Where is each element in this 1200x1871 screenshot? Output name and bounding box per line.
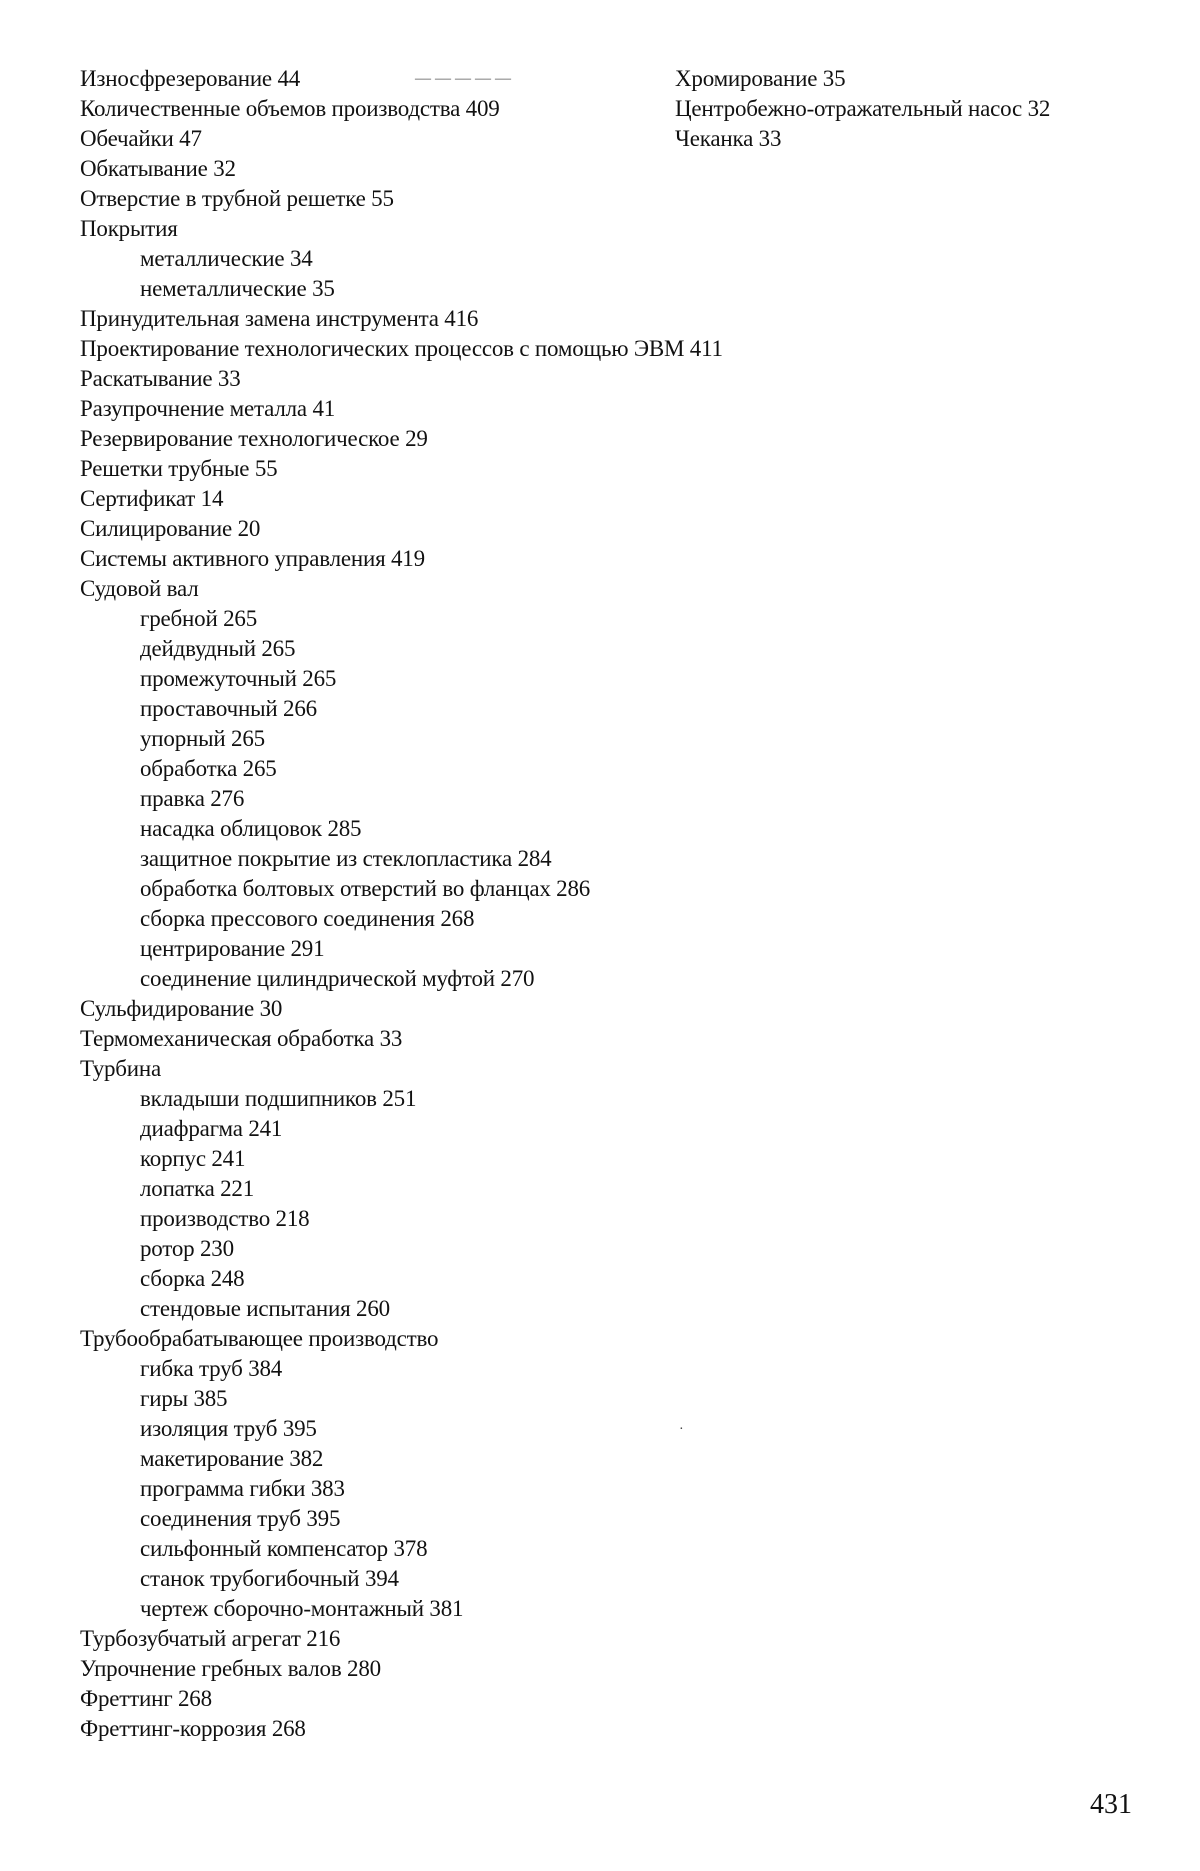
- index-subentry: гибка труб 384: [140, 1356, 283, 1381]
- index-subentry: обработка 265: [140, 756, 277, 781]
- index-subentry: металлические 34: [140, 246, 313, 271]
- index-entry: Центробежно-отражательный насос 32: [675, 96, 1051, 121]
- page-number: 431: [1090, 1789, 1132, 1820]
- index-entry: Проектирование технологических процессов с помощью ЭВМ 411: [80, 336, 723, 361]
- index-entry: Турбозубчатый агрегат 216: [80, 1626, 341, 1651]
- index-subentry: производство 218: [140, 1206, 310, 1231]
- index-subentry: стендовые испытания 260: [140, 1296, 390, 1321]
- index-subentry: центрирование 291: [140, 936, 325, 961]
- index-subentry: изоляция труб 395: [140, 1416, 317, 1441]
- index-entry: Хромирование 35: [675, 66, 846, 91]
- index-subentry: гиры 385: [140, 1386, 228, 1411]
- index-subentry: сильфонный компенсатор 378: [140, 1536, 428, 1561]
- index-entry: Фреттинг-коррозия 268: [80, 1716, 306, 1741]
- index-entry: Термомеханическая обработка 33: [80, 1026, 403, 1051]
- index-subentry: неметаллические 35: [140, 276, 335, 301]
- index-entry: Износфрезерование 44: [80, 66, 301, 91]
- index-subentry: макетирование 382: [140, 1446, 324, 1471]
- index-subentry: лопатка 221: [140, 1176, 255, 1201]
- index-entry: Чеканка 33: [675, 126, 782, 151]
- index-subentry: защитное покрытие из стеклопластика 284: [140, 846, 552, 871]
- index-subentry: чертеж сборочно-монтажный 381: [140, 1596, 464, 1621]
- index-entry: Покрытия: [80, 216, 178, 241]
- index-entry: Обечайки 47: [80, 126, 202, 151]
- index-entry: Решетки трубные 55: [80, 456, 278, 481]
- index-subentry: промежуточный 265: [140, 666, 337, 691]
- index-subentry: сборка прессового соединения 268: [140, 906, 475, 931]
- index-subentry: обработка болтовых отверстий во фланцах 286: [140, 876, 591, 901]
- index-entry: Фреттинг 268: [80, 1686, 212, 1711]
- stray-dot: ·: [679, 1422, 684, 1437]
- index-subentry: правка 276: [140, 786, 245, 811]
- index-entry: Сертификат 14: [80, 486, 224, 511]
- index-entry: Системы активного управления 419: [80, 546, 425, 571]
- index-subentry: упорный 265: [140, 726, 265, 751]
- index-subentry: вкладыши подшипников 251: [140, 1086, 417, 1111]
- index-entry: Обкатывание 32: [80, 156, 236, 181]
- index-subentry: корпус 241: [140, 1146, 246, 1171]
- index-right-column: [675, 64, 1195, 154]
- index-entry: Сульфидирование 30: [80, 996, 283, 1021]
- index-entry: Турбина: [80, 1056, 162, 1081]
- index-entry: Разупрочнение металла 41: [80, 396, 336, 421]
- index-subentry: гребной 265: [140, 606, 258, 631]
- index-entry: Резервирование технологическое 29: [80, 426, 428, 451]
- index-subentry: сборка 248: [140, 1266, 245, 1291]
- index-subentry: насадка облицовок 285: [140, 816, 362, 841]
- index-subentry: соединения труб 395: [140, 1506, 341, 1531]
- index-entry: Количественные объемов производства 409: [80, 96, 500, 121]
- index-entry: Упрочнение гребных валов 280: [80, 1656, 381, 1681]
- index-entry: Трубообрабатывающее производство: [80, 1326, 439, 1351]
- index-subentry: диафрагма 241: [140, 1116, 283, 1141]
- index-subentry: соединение цилиндрической муфтой 270: [140, 966, 535, 991]
- index-subentry: ротор 230: [140, 1236, 234, 1261]
- index-subentry: проставочный 266: [140, 696, 317, 721]
- index-left-column: [80, 64, 980, 1744]
- index-subentry: дейдвудный 265: [140, 636, 296, 661]
- index-entry: Отверстие в трубной решетке 55: [80, 186, 394, 211]
- index-entry: Силицирование 20: [80, 516, 261, 541]
- index-entry: Судовой вал: [80, 576, 199, 601]
- index-entry: Раскатывание 33: [80, 366, 241, 391]
- index-subentry: программа гибки 383: [140, 1476, 345, 1501]
- index-subentry: станок трубогибочный 394: [140, 1566, 399, 1591]
- stray-marks: — — — — —: [415, 70, 511, 87]
- index-entry: Принудительная замена инструмента 416: [80, 306, 479, 331]
